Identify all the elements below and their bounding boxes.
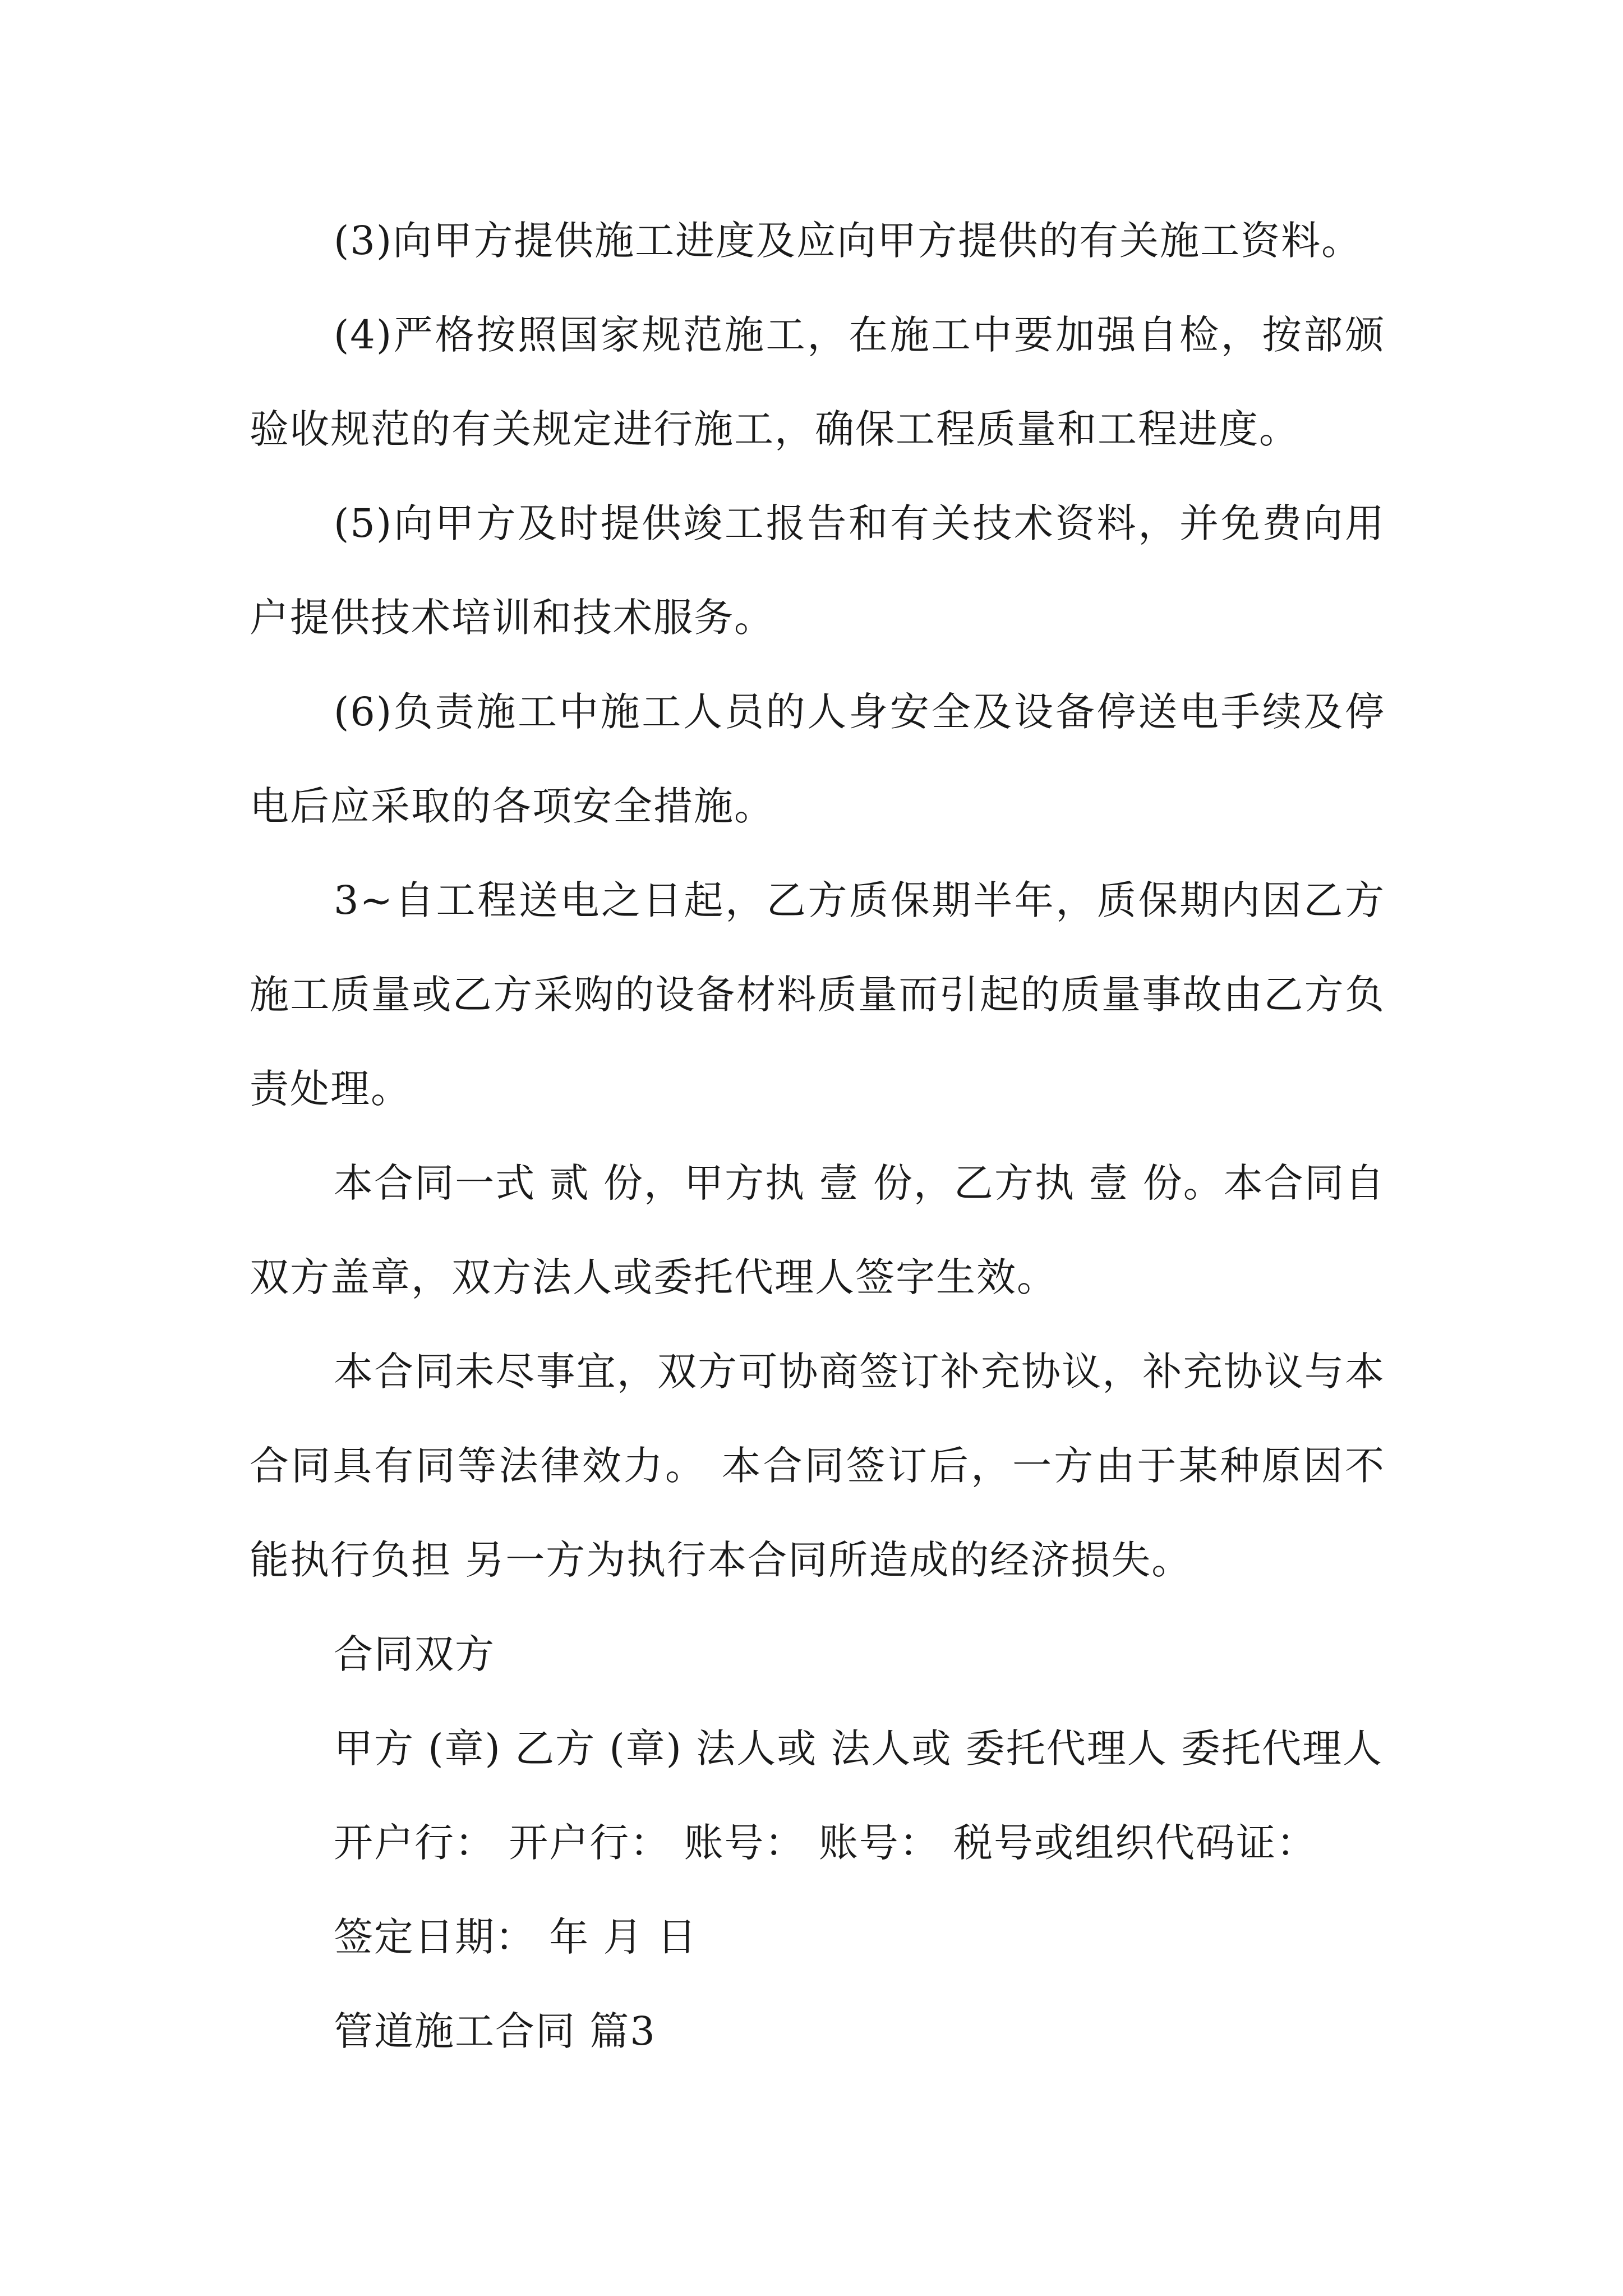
signing-date-line: 签定日期： 年 月 日	[334, 1914, 698, 1960]
clause-copies: 本合同一式 贰 份，甲方执 壹 份，乙方执 壹 份。本合同自双方盖章，双方法人或委托代理人签字生效。	[250, 1160, 1385, 1300]
parties-signature-line: 甲方 (章) 乙方 (章) 法人或 法人或 委托代理人 委托代理人	[334, 1726, 1383, 1772]
clause-5-completion-report: (5)向甲方及时提供竣工报告和有关技术资料，并免费向用户提供技术培训和技术服务。	[250, 500, 1385, 641]
clause-6-safety: (6)负责施工中施工人员的人身安全及设备停送电手续及停电后应采取的各项安全措施。	[250, 689, 1385, 829]
clause-warranty: 3~自工程送电之日起，乙方质保期半年，质保期内因乙方施工质量或乙方采购的设备材料质量而引起的质量事故由乙方负责处理。	[250, 877, 1385, 1112]
document-body	[250, 194, 1385, 2078]
clause-supplementary: 本合同未尽事宜，双方可协商签订补充协议，补充协议与本合同具有同等法律效力。 本合同签订后，一方由于某种原因不能执行负担 另一方为执行本合同所造成的经济损失。	[250, 1349, 1385, 1583]
next-section-title: 管道施工合同 篇3	[334, 2008, 656, 2054]
clause-3-provide-progress: (3)向甲方提供施工进度及应向甲方提供的有关施工资料。	[334, 218, 1362, 264]
clause-4-standards: (4)严格按照国家规范施工，在施工中要加强自检，按部颁验收规范的有关规定进行施工，确保工程质量和工程进度。	[250, 312, 1385, 452]
parties-heading: 合同双方	[334, 1631, 495, 1677]
bank-account-line: 开户行： 开户行： 账号： 账号： 税号或组织代码证：	[334, 1820, 1317, 1866]
